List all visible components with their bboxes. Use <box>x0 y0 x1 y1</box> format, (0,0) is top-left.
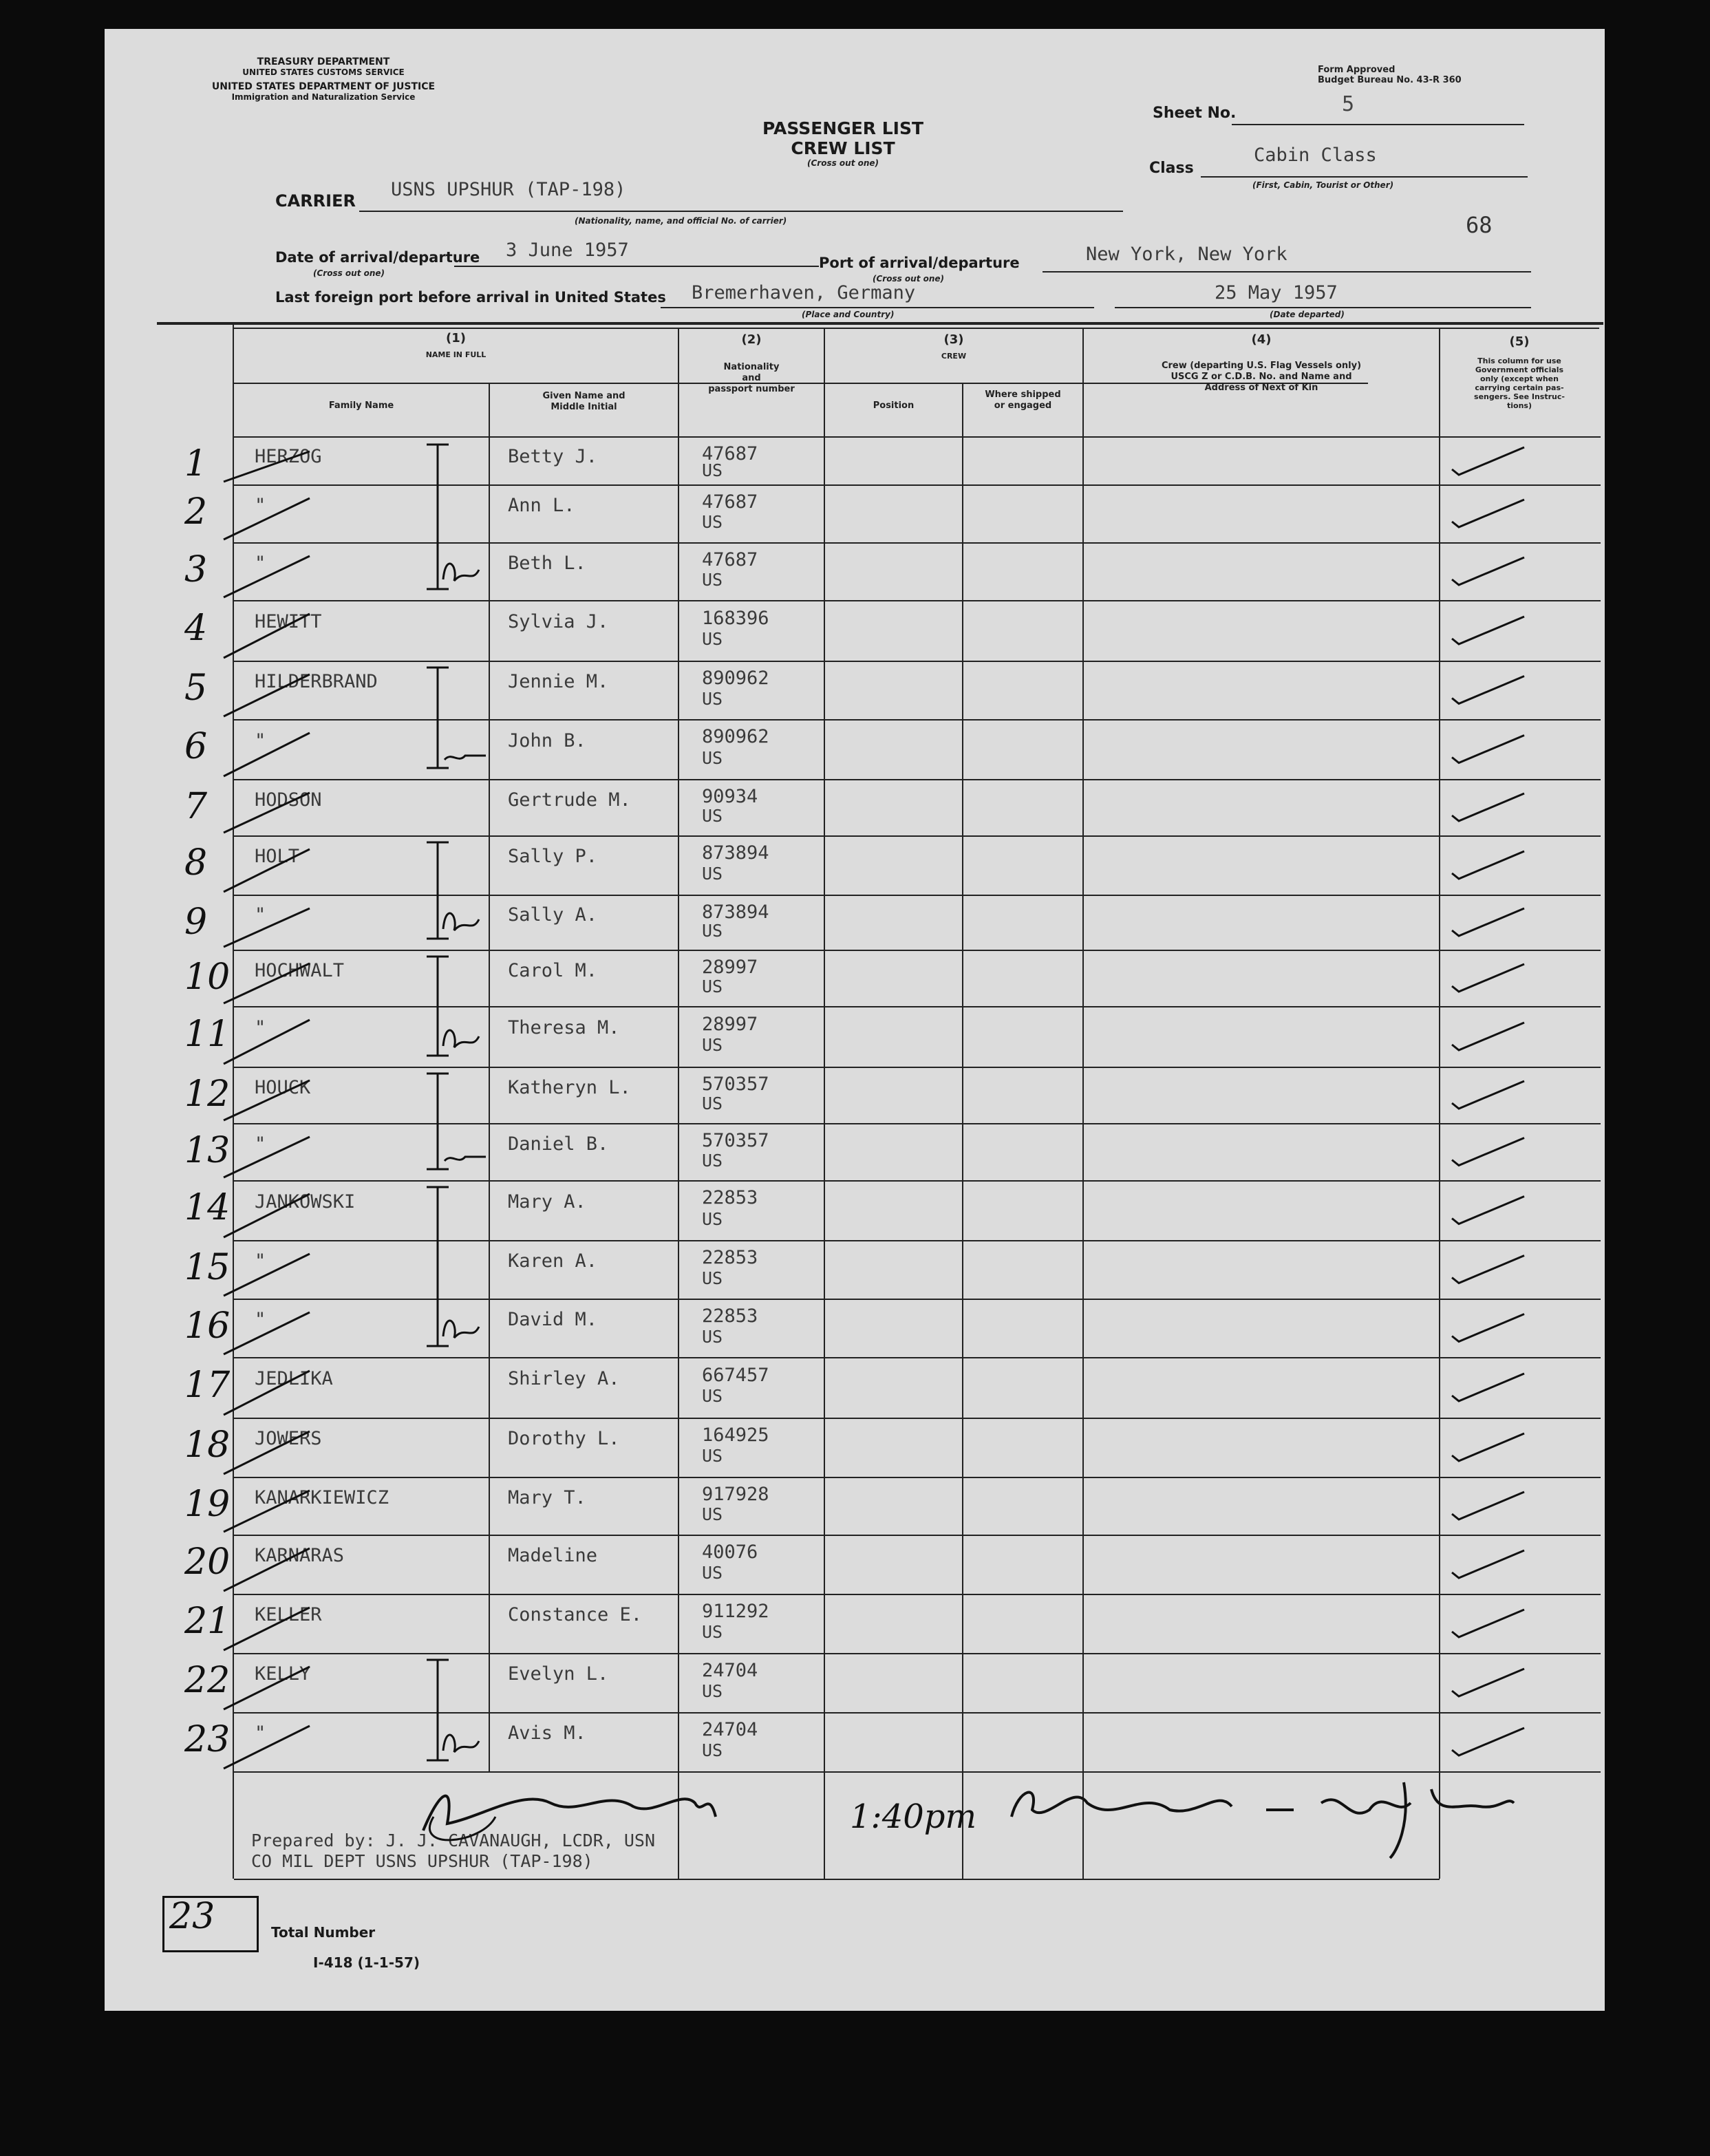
prepared-by-line-1: Prepared by: J. J. CAVANAUGH, LCDR, USN <box>251 1831 655 1850</box>
passport-number: 168396 <box>702 607 769 629</box>
strike-mark <box>224 451 310 482</box>
row-number: 17 <box>184 1364 231 1406</box>
family-name: HODSON <box>255 789 322 811</box>
strike-mark <box>224 1080 310 1120</box>
carrier-value: USNS UPSHUR (TAP-198) <box>391 179 626 200</box>
nationality: US <box>702 570 723 590</box>
given-name: Sally A. <box>508 904 598 926</box>
given-name: Sylvia J. <box>508 610 609 632</box>
arrival-date-label: Date of arrival/departure <box>275 249 480 266</box>
agency-line-3: UNITED STATES DEPARTMENT OF JUSTICE <box>211 81 436 92</box>
col4-line-2: USCG Z or C.D.B. No. and Name and <box>1171 372 1352 382</box>
col1b-line-1: Given Name and <box>542 391 626 401</box>
passport-number: 28997 <box>702 956 758 978</box>
son-mark <box>445 756 486 760</box>
strike-mark <box>224 733 310 776</box>
col5-number: (5) <box>1509 334 1530 349</box>
passport-number: 873894 <box>702 901 769 923</box>
given-name: Jennie M. <box>508 671 609 693</box>
nationality: US <box>702 460 723 480</box>
arrival-date-value: 3 June 1957 <box>506 239 629 261</box>
col1-number: (1) <box>446 331 466 345</box>
title-passenger-list: PASSENGER LIST <box>762 118 924 138</box>
row-number: 23 <box>184 1719 231 1761</box>
col3b-line-2: or engaged <box>994 401 1052 411</box>
family-name: HOCHWALT <box>255 959 345 981</box>
nationality: US <box>702 806 723 826</box>
passport-number: 22853 <box>702 1187 758 1209</box>
dependent-mark <box>443 564 479 581</box>
arrival-date-note: (Cross out one) <box>313 268 385 278</box>
strike-mark <box>224 1667 310 1709</box>
strike-mark <box>224 1137 310 1177</box>
family-name: KARNARAS <box>255 1545 345 1567</box>
checkmark <box>1452 1314 1524 1342</box>
family-name: HOUCK <box>255 1076 311 1098</box>
given-name: Beth L. <box>508 553 586 575</box>
nationality: US <box>702 1268 723 1288</box>
nationality: US <box>702 1563 723 1583</box>
prepared-by-line-2: CO MIL DEPT USNS UPSHUR (TAP-198) <box>251 1851 593 1871</box>
checkmark <box>1452 964 1524 992</box>
signature-officer-title <box>1266 1782 1514 1858</box>
col5-line-3: only (except when <box>1480 374 1559 383</box>
given-name: Sally P. <box>508 846 598 868</box>
strike-mark <box>224 614 310 658</box>
passport-number: 917928 <box>702 1484 769 1506</box>
family-name: KELLY <box>255 1663 311 1685</box>
row-number: 4 <box>184 607 208 649</box>
passport-number: 90934 <box>702 785 758 807</box>
checkmark <box>1452 736 1524 763</box>
strike-mark <box>224 1491 310 1532</box>
row-number: 10 <box>184 956 231 998</box>
row-number: 2 <box>184 491 208 533</box>
row-number: 9 <box>184 901 208 943</box>
bracket-mark <box>427 957 449 1056</box>
strike-mark <box>224 674 310 716</box>
col1b-line-2: Middle Initial <box>551 402 617 412</box>
title-note: (Cross out one) <box>806 158 879 168</box>
given-name: Carol M. <box>508 959 598 981</box>
passport-number: 890962 <box>702 726 769 748</box>
col2-line-1: Nationality <box>723 362 780 372</box>
col1a-header: Family Name <box>328 401 394 411</box>
class-note: (First, Cabin, Tourist or Other) <box>1252 180 1394 190</box>
family-name: HOLT <box>255 846 300 868</box>
family-name: KANARKIEWICZ <box>255 1487 389 1509</box>
passport-number: 667457 <box>702 1364 769 1386</box>
passport-number: 873894 <box>702 842 769 864</box>
row-number: 21 <box>184 1601 231 1643</box>
strike-mark <box>224 1020 310 1064</box>
nationality: US <box>702 747 723 768</box>
nationality: US <box>702 864 723 884</box>
family-name: " <box>255 1309 266 1331</box>
arrival-port-value: New York, New York <box>1086 244 1287 265</box>
page-number: 68 <box>1466 212 1493 238</box>
given-name: Mary A. <box>508 1191 586 1213</box>
strike-mark <box>224 1431 310 1474</box>
nationality: US <box>702 1093 723 1114</box>
sheet-label: Sheet No. <box>1153 105 1237 122</box>
row-number: 20 <box>184 1541 231 1583</box>
family-name: " <box>255 1016 266 1038</box>
class-value: Cabin Class <box>1254 145 1377 166</box>
nationality: US <box>702 1622 723 1643</box>
row-number: 16 <box>184 1305 231 1347</box>
agency-line-1: TREASURY DEPARTMENT <box>257 56 390 67</box>
passport-number: 40076 <box>702 1541 758 1563</box>
passport-number: 164925 <box>702 1424 769 1447</box>
row-number: 18 <box>184 1424 231 1466</box>
nationality: US <box>702 1326 723 1347</box>
strike-mark <box>224 1254 310 1296</box>
nationality: US <box>702 1150 723 1171</box>
col5-line-2: Government officials <box>1475 365 1564 374</box>
given-name: Katheryn L. <box>508 1076 631 1098</box>
row-number: 22 <box>184 1660 231 1702</box>
col1-title: NAME IN FULL <box>425 350 487 359</box>
passport-number: 24704 <box>702 1660 758 1682</box>
bracket-mark <box>427 1074 449 1169</box>
row-number: 8 <box>184 842 208 884</box>
family-name: HERZOG <box>255 446 322 468</box>
dependent-mark <box>443 913 479 930</box>
checkmark <box>1452 676 1524 704</box>
row-number: 1 <box>184 443 208 485</box>
strike-mark <box>224 1608 310 1650</box>
passport-number: 47687 <box>702 491 758 513</box>
family-name: " <box>255 1722 266 1744</box>
checkmark <box>1452 500 1524 527</box>
bracket-mark <box>427 1660 449 1760</box>
total-label: Total Number <box>271 1924 376 1941</box>
strike-mark <box>224 1548 310 1591</box>
passport-number: 22853 <box>702 1247 758 1269</box>
checkmark <box>1452 908 1524 936</box>
family-name: " <box>255 553 266 575</box>
given-name: David M. <box>508 1309 598 1331</box>
total-value: 23 <box>169 1896 215 1937</box>
row-number: 15 <box>184 1247 231 1289</box>
given-name: Mary T. <box>508 1487 586 1509</box>
nationality: US <box>702 976 723 997</box>
last-port-value: Bremerhaven, Germany <box>692 282 916 303</box>
title-crew-list: CREW LIST <box>791 138 895 158</box>
checkmark <box>1452 1197 1524 1224</box>
col3-number: (3) <box>943 332 964 347</box>
nationality: US <box>702 921 723 941</box>
checkmark <box>1452 1433 1524 1461</box>
col3b-line-1: Where shipped <box>985 389 1061 400</box>
given-name: Madeline <box>508 1545 598 1567</box>
col2-number: (2) <box>741 332 762 347</box>
row-number: 5 <box>184 668 208 709</box>
row-number: 11 <box>184 1013 231 1055</box>
row-number: 6 <box>184 726 208 768</box>
family-name: JOWERS <box>255 1428 322 1450</box>
agency-line-2: UNITED STATES CUSTOMS SERVICE <box>242 67 405 77</box>
class-label: Class <box>1149 160 1194 177</box>
checkmark <box>1452 1081 1524 1109</box>
family-name: HILDERBRAND <box>255 671 378 693</box>
passport-number: 47687 <box>702 549 758 571</box>
family-name: " <box>255 495 266 517</box>
passport-number: 22853 <box>702 1305 758 1327</box>
last-port-note: (Place and Country) <box>802 310 895 319</box>
passport-number: 28997 <box>702 1013 758 1035</box>
given-name: Constance E. <box>508 1604 643 1626</box>
col3-title: CREW <box>941 352 967 361</box>
date-departed-note: (Date departed) <box>1270 310 1345 319</box>
form-approved-line-2: Budget Bureau No. 43-R 360 <box>1318 75 1462 85</box>
given-name: Karen A. <box>508 1250 598 1272</box>
checkmark <box>1452 1374 1524 1401</box>
form-approved-line-1: Form Approved <box>1318 65 1396 75</box>
nationality: US <box>702 688 723 709</box>
col4-number: (4) <box>1251 332 1272 347</box>
strike-mark <box>224 498 310 540</box>
passport-number: 570357 <box>702 1073 769 1095</box>
nationality: US <box>702 1035 723 1056</box>
strike-mark <box>224 849 310 892</box>
nationality: US <box>702 1386 723 1407</box>
given-name: Avis M. <box>508 1722 586 1744</box>
passport-number: 47687 <box>702 443 758 465</box>
dependent-mark <box>443 1321 479 1338</box>
col5-line-6: tions) <box>1507 401 1532 410</box>
carrier-label: CARRIER <box>275 191 356 211</box>
time-note: 1:40pm <box>850 1797 977 1836</box>
given-name: Dorothy L. <box>508 1428 620 1450</box>
bracket-mark <box>427 1187 449 1346</box>
passport-number: 24704 <box>702 1719 758 1741</box>
col5-line-5: sengers. See Instruc- <box>1474 392 1565 401</box>
checkmark <box>1452 851 1524 879</box>
strike-mark <box>224 556 310 597</box>
given-name: Betty J. <box>508 446 598 468</box>
given-name: Gertrude M. <box>508 789 631 811</box>
checkmark <box>1452 1610 1524 1637</box>
col4-line-3: Address of Next of Kin <box>1204 383 1318 393</box>
col4-line-1: Crew (departing U.S. Flag Vessels only) <box>1161 361 1362 371</box>
checkmark <box>1452 793 1524 821</box>
agency-line-4: Immigration and Naturalization Service <box>231 92 416 102</box>
family-name: HEWITT <box>255 610 322 632</box>
passport-number: 890962 <box>702 668 769 690</box>
checkmark <box>1452 1492 1524 1519</box>
checkmark <box>1452 1550 1524 1578</box>
nationality: US <box>702 1504 723 1525</box>
dependent-mark <box>443 1735 479 1752</box>
last-port-label: Last foreign port before arrival in United States <box>275 289 666 306</box>
checkmark <box>1452 557 1524 585</box>
checkmark <box>1452 1256 1524 1283</box>
passport-number: 911292 <box>702 1601 769 1623</box>
strike-mark <box>224 1371 310 1415</box>
given-name: Ann L. <box>508 495 575 517</box>
strike-mark <box>224 793 310 833</box>
col2-line-2: and <box>742 373 761 383</box>
family-name: " <box>255 1250 266 1272</box>
bracket-mark <box>427 668 449 768</box>
col5-line-1: This column for use <box>1477 356 1561 365</box>
strike-mark <box>224 908 310 947</box>
checkmark <box>1452 1728 1524 1755</box>
row-number: 14 <box>184 1187 231 1229</box>
nationality: US <box>702 1681 723 1702</box>
signature-cavanaugh <box>423 1796 716 1831</box>
family-name: " <box>255 904 266 926</box>
dependent-mark <box>443 1030 479 1047</box>
passport-number: 570357 <box>702 1129 769 1151</box>
arrival-port-label: Port of arrival/departure <box>819 255 1020 271</box>
checkmark <box>1452 1023 1524 1050</box>
strike-mark <box>224 1726 310 1769</box>
sheet-value: 5 <box>1342 92 1355 116</box>
signature-officer <box>1012 1793 1232 1817</box>
strike-mark <box>224 963 310 1003</box>
checkmark <box>1452 617 1524 644</box>
col5-line-4: carrying certain pas- <box>1475 383 1564 392</box>
row-number: 12 <box>184 1073 231 1115</box>
row-number: 7 <box>184 785 208 827</box>
row-number: 19 <box>184 1484 231 1526</box>
given-name: John B. <box>508 729 586 751</box>
family-name: " <box>255 1133 266 1155</box>
family-name: JANKOWSKI <box>255 1191 356 1213</box>
col2-line-3: passport number <box>708 384 795 394</box>
form-number: I-418 (1-1-57) <box>313 1954 420 1971</box>
family-name: JEDLIKA <box>255 1367 333 1389</box>
col3a-header: Position <box>873 401 915 411</box>
date-departed-value: 25 May 1957 <box>1215 282 1338 303</box>
nationality: US <box>702 1208 723 1229</box>
nationality: US <box>702 1740 723 1761</box>
arrival-port-note: (Cross out one) <box>873 274 945 284</box>
son-mark <box>445 1157 486 1161</box>
given-name: Shirley A. <box>508 1367 620 1389</box>
nationality: US <box>702 1446 723 1466</box>
strike-mark <box>224 1194 310 1237</box>
checkmark <box>1452 1138 1524 1166</box>
given-name: Theresa M. <box>508 1016 620 1038</box>
bracket-mark <box>427 842 449 939</box>
strike-mark <box>224 1312 310 1354</box>
family-name: KELLER <box>255 1604 322 1626</box>
nationality: US <box>702 512 723 533</box>
given-name: Daniel B. <box>508 1133 609 1155</box>
checkmark <box>1452 447 1524 475</box>
carrier-note: (Nationality, name, and official No. of carrier) <box>575 216 787 226</box>
given-name: Evelyn L. <box>508 1663 609 1685</box>
checkmark <box>1452 1669 1524 1696</box>
family-name: " <box>255 729 266 751</box>
row-number: 3 <box>184 549 208 591</box>
nationality: US <box>702 629 723 650</box>
row-number: 13 <box>184 1129 231 1171</box>
